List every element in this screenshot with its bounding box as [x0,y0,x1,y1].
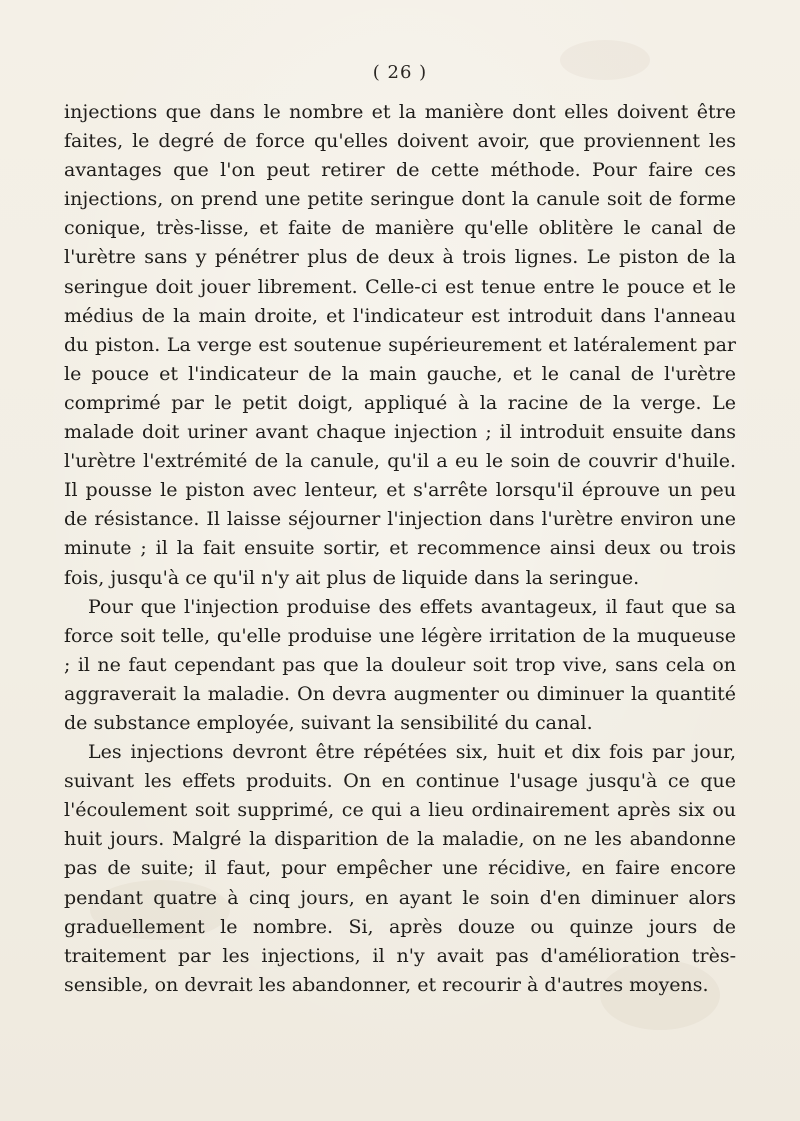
paragraph-1: injections que dans le nombre et la manière dont elles doivent être faites, le degré de force qu'elles doivent avoir, que proviennent les avantages que l'on peut retirer de cette méthode. Pour faire ces injections, on prend une petite seringue dont la canule soit de forme conique, très-lisse, et faite de manière qu'elle oblitère le canal de l'urètre sans y pénétrer plus de deux à trois lignes. Le piston de la seringue doit jouer librement. Celle-ci est tenue entre le pouce et le médius de la main droite, et l'indicateur est introduit dans l'anneau du piston. La verge est soutenue supérieurement et latéralement par le pouce et l'indicateur de la main gauche, et le canal de l'urètre comprimé par le petit doigt, appliqué à la racine de la verge. Le malade doit uriner avant chaque injection ; il introduit ensuite dans l'urètre l'extrémité de la canule, qu'il a eu le soin de couvrir d'huile. Il pousse le piston avec lenteur, et s'arrête lorsqu'il éprouve un peu de résistance. Il laisse séjourner l'injection dans l'urètre environ une minute ; il la fait ensuite sortir, et recommence ainsi deux ou trois fois, jusqu'à ce qu'il n'y ait plus de liquide dans la seringue. [64,101,736,589]
page-number: ( 26 ) [372,62,428,83]
paragraph-3: Les injections devront être répétées six, huit et dix fois par jour, suivant les effets produits. On en continue l'usage jusqu'à ce que l'écoulement soit supprimé, ce qui a lieu ordinairement après six ou huit jours. Malgré la disparition de la maladie, on ne les abandonne pas de suite; il faut, pour empêcher une récidive, en faire encore pendant quatre à cinq jours, en ayant le soin d'en diminuer alors graduellement le nombre. Si, après douze ou quinze jours de traitement par les injections, il n'y avait pas d'amélioration très-sensible, on devrait les abandonner, et recourir à d'autres moyens. [64,741,736,996]
paragraph-2: Pour que l'injection produise des effets avantageux, il faut que sa force soit telle, qu'elle produise une légère irritation de la muqueuse ; il ne faut cependant pas que la douleur soit trop vive, sans cela on aggraverait la maladie. On devra augmenter ou diminuer la quantité de substance employée, suivant la sensibilité du canal. [64,595,736,734]
body-text [64,98,736,1000]
